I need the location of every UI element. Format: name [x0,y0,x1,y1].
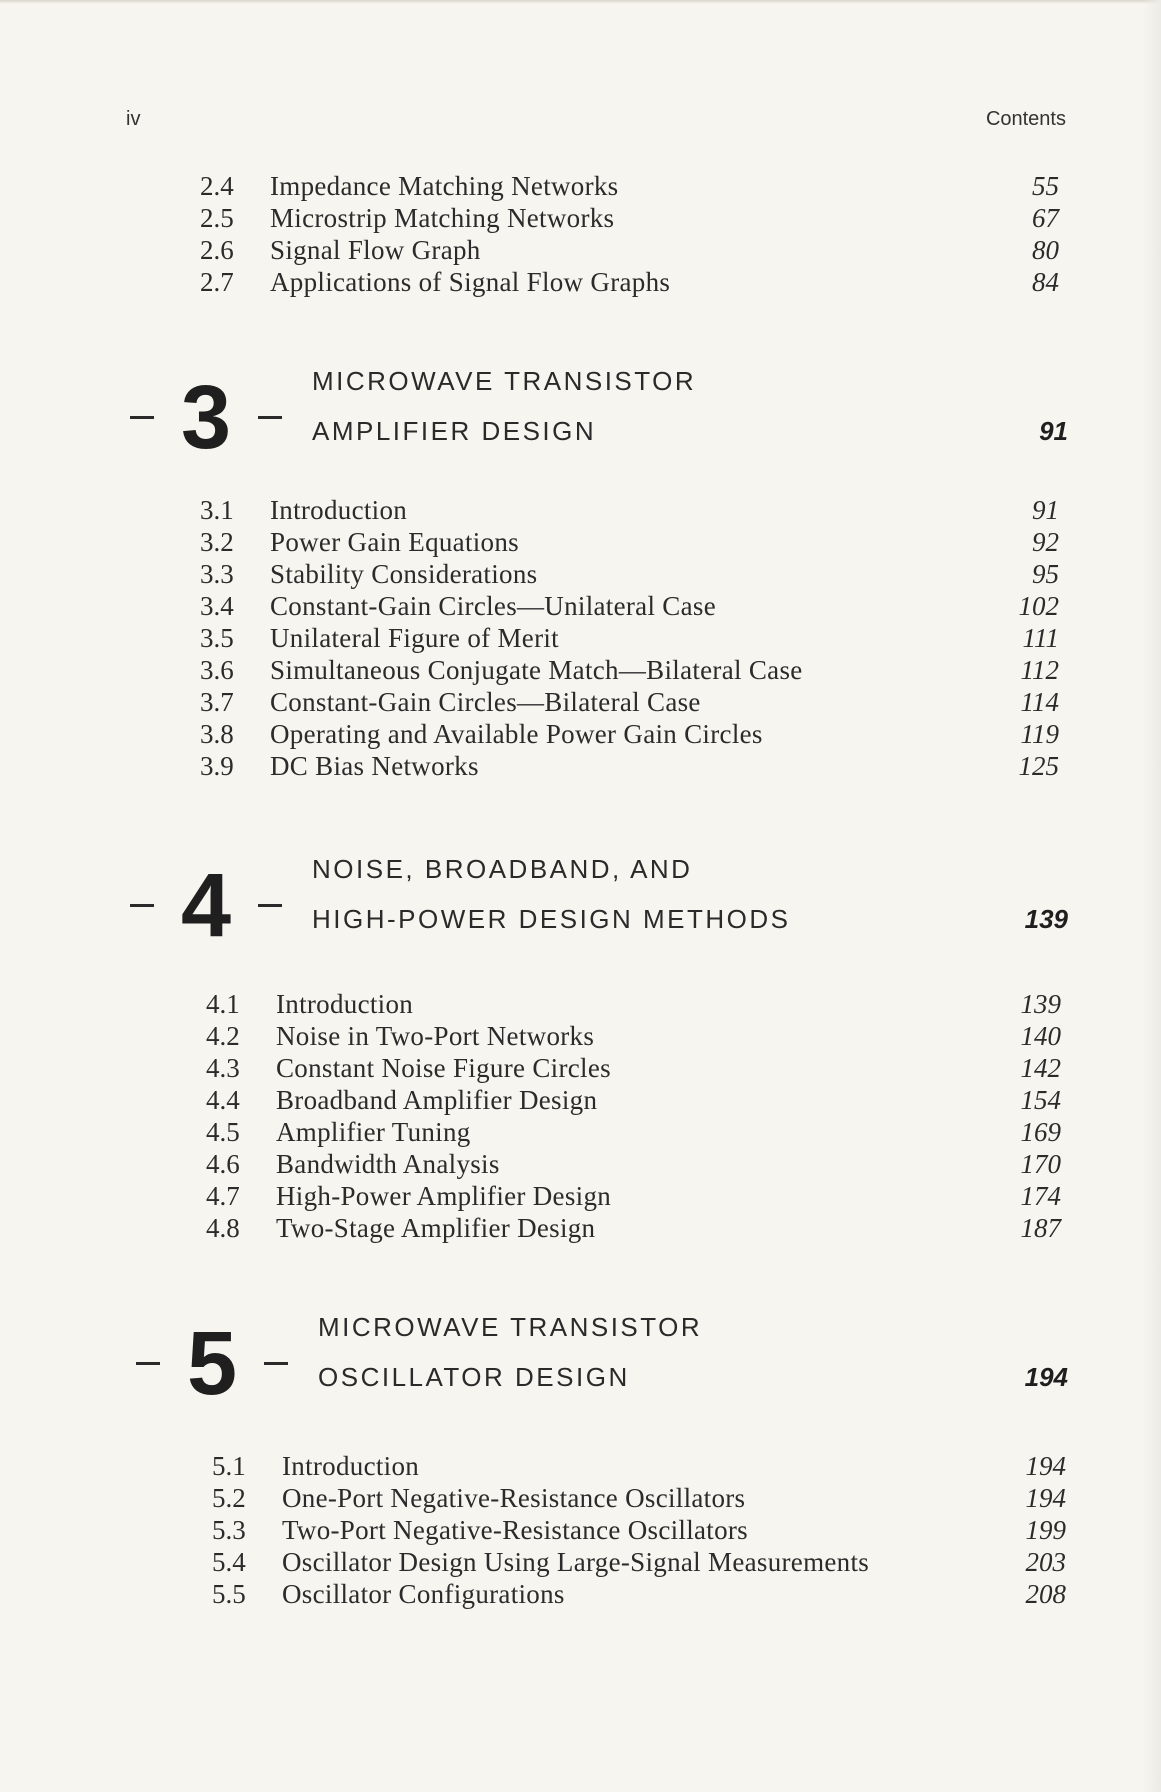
section-page: 203 [1025,1547,1066,1577]
section-title: Impedance Matching Networks [270,171,619,201]
chapter-heading-4[interactable] [126,846,1068,966]
section-number: 4.8 [206,1213,240,1243]
section-number: 5.1 [212,1451,246,1481]
toc-entry-2-5[interactable] [200,202,1059,234]
section-title: Broadband Amplifier Design [276,1085,598,1115]
section-title: Microstrip Matching Networks [270,203,615,233]
section-page: 80 [1032,235,1059,265]
section-title: Constant-Gain Circles—Bilateral Case [270,687,701,717]
toc-entry-5-2[interactable] [212,1482,1066,1514]
chapter-page: 194 [1024,1362,1068,1392]
section-page: 91 [1032,495,1059,525]
section-title: Power Gain Equations [270,527,519,557]
toc-entry-4-1[interactable] [206,988,1061,1020]
section-number: 4.4 [206,1085,240,1115]
toc-entry-3-1[interactable] [200,494,1059,526]
toc-entry-4-2[interactable] [206,1020,1061,1052]
section-number: 3.5 [200,623,234,653]
section-title: Signal Flow Graph [270,235,481,265]
section-title: Stability Considerations [270,559,538,589]
section-page: 139 [1020,989,1061,1019]
chapter-dash-right [258,904,282,907]
chapter-heading-3[interactable] [126,358,1068,478]
section-page: 154 [1020,1085,1061,1115]
toc-entry-4-6[interactable] [206,1148,1061,1180]
chapter-heading-5[interactable] [132,1304,1068,1424]
section-number: 3.3 [200,559,234,589]
section-page: 55 [1032,171,1059,201]
section-title: Simultaneous Conjugate Match—Bilateral Case [270,655,803,685]
section-number: 4.3 [206,1053,240,1083]
section-number: 5.3 [212,1515,246,1545]
chapter-number: 3 [180,368,232,468]
section-title: Noise in Two-Port Networks [276,1021,595,1051]
toc-entry-3-4[interactable] [200,590,1059,622]
toc-entry-3-7[interactable] [200,686,1059,718]
section-page: 111 [1022,623,1059,653]
section-number: 2.7 [200,267,234,297]
toc-entry-4-7[interactable] [206,1180,1061,1212]
section-page: 112 [1020,655,1059,685]
section-title: Two-Port Negative-Resistance Oscillators [282,1515,748,1545]
section-title: High-Power Amplifier Design [276,1181,612,1211]
section-number: 5.4 [212,1547,246,1577]
section-title: Constant-Gain Circles—Unilateral Case [270,591,716,621]
toc-entry-2-4[interactable] [200,170,1059,202]
section-number: 3.6 [200,655,234,685]
section-number: 3.9 [200,751,234,781]
chapter-title-line2: AMPLIFIER DESIGN [312,416,597,446]
toc-entry-2-6[interactable] [200,234,1059,266]
section-page: 114 [1020,687,1059,717]
scan-edge-top [0,0,1161,4]
toc-entry-5-1[interactable] [212,1450,1066,1482]
toc-entry-3-9[interactable] [200,750,1059,782]
chapter-title-line1: NOISE, BROADBAND, AND [312,854,693,884]
section-title: One-Port Negative-Resistance Oscillators [282,1483,746,1513]
chapter-page: 139 [1024,904,1068,934]
section-number: 3.4 [200,591,234,621]
section-title: Constant Noise Figure Circles [276,1053,611,1083]
toc-entry-4-8[interactable] [206,1212,1061,1244]
section-number: 3.8 [200,719,234,749]
section-page: 174 [1020,1181,1061,1211]
toc-entry-3-8[interactable] [200,718,1059,750]
section-page: 92 [1032,527,1059,557]
section-number: 4.6 [206,1149,240,1179]
section-number: 4.2 [206,1021,240,1051]
toc-entry-5-3[interactable] [212,1514,1066,1546]
section-title: Oscillator Design Using Large-Signal Measurements [282,1547,870,1577]
section-page: 199 [1025,1515,1066,1545]
chapter-number: 5 [186,1314,238,1414]
section-page: 67 [1032,203,1059,233]
section-title: Applications of Signal Flow Graphs [270,267,671,297]
section-page: 95 [1032,559,1059,589]
section-page: 169 [1020,1117,1061,1147]
section-page: 170 [1020,1149,1061,1179]
toc-entry-4-3[interactable] [206,1052,1061,1084]
section-page: 140 [1020,1021,1061,1051]
running-title: Contents [985,108,1066,130]
toc-entry-3-2[interactable] [200,526,1059,558]
toc-entry-5-4[interactable] [212,1546,1066,1578]
chapter-title-line1: MICROWAVE TRANSISTOR [312,366,697,396]
section-number: 4.5 [206,1117,240,1147]
section-title: Introduction [276,989,414,1019]
chapter-page: 91 [1039,416,1068,446]
toc-entry-3-3[interactable] [200,558,1059,590]
chapter-dash-right [258,416,282,419]
toc-entry-2-7[interactable] [200,266,1059,298]
section-title: DC Bias Networks [270,751,479,781]
chapter-dash-right [264,1362,288,1365]
section-page: 187 [1020,1213,1061,1243]
section-page: 125 [1018,751,1059,781]
section-number: 3.1 [200,495,234,525]
section-number: 5.2 [212,1483,246,1513]
section-number: 2.5 [200,203,234,233]
section-page: 102 [1018,591,1059,621]
chapter-title-line2: HIGH-POWER DESIGN METHODS [312,904,791,934]
chapter-number: 4 [180,856,232,956]
section-number: 4.7 [206,1181,240,1211]
section-title: Introduction [282,1451,420,1481]
toc-entry-3-5[interactable] [200,622,1059,654]
section-page: 119 [1020,719,1059,749]
section-number: 5.5 [212,1579,246,1609]
toc-entry-4-5[interactable] [206,1116,1061,1148]
chapter-title-line2: OSCILLATOR DESIGN [318,1362,630,1392]
section-page: 194 [1025,1483,1066,1513]
section-title: Two-Stage Amplifier Design [276,1213,596,1243]
section-number: 3.7 [200,687,234,717]
page-number: iv [126,108,141,130]
section-page: 208 [1025,1579,1066,1609]
section-title: Introduction [270,495,408,525]
section-title: Oscillator Configurations [282,1579,565,1609]
toc-entry-5-5[interactable] [212,1578,1066,1610]
section-title: Amplifier Tuning [276,1117,471,1147]
section-page: 142 [1020,1053,1061,1083]
section-title: Operating and Available Power Gain Circles [270,719,763,749]
section-number: 2.4 [200,171,234,201]
section-number: 2.6 [200,235,234,265]
scan-edge-right [1143,0,1161,1792]
section-number: 4.1 [206,989,240,1019]
section-title: Unilateral Figure of Merit [270,623,559,653]
section-number: 3.2 [200,527,234,557]
section-page: 84 [1032,267,1059,297]
toc-entry-4-4[interactable] [206,1084,1061,1116]
section-page: 194 [1025,1451,1066,1481]
section-title: Bandwidth Analysis [276,1149,500,1179]
toc-entry-3-6[interactable] [200,654,1059,686]
chapter-title-line1: MICROWAVE TRANSISTOR [318,1312,703,1342]
